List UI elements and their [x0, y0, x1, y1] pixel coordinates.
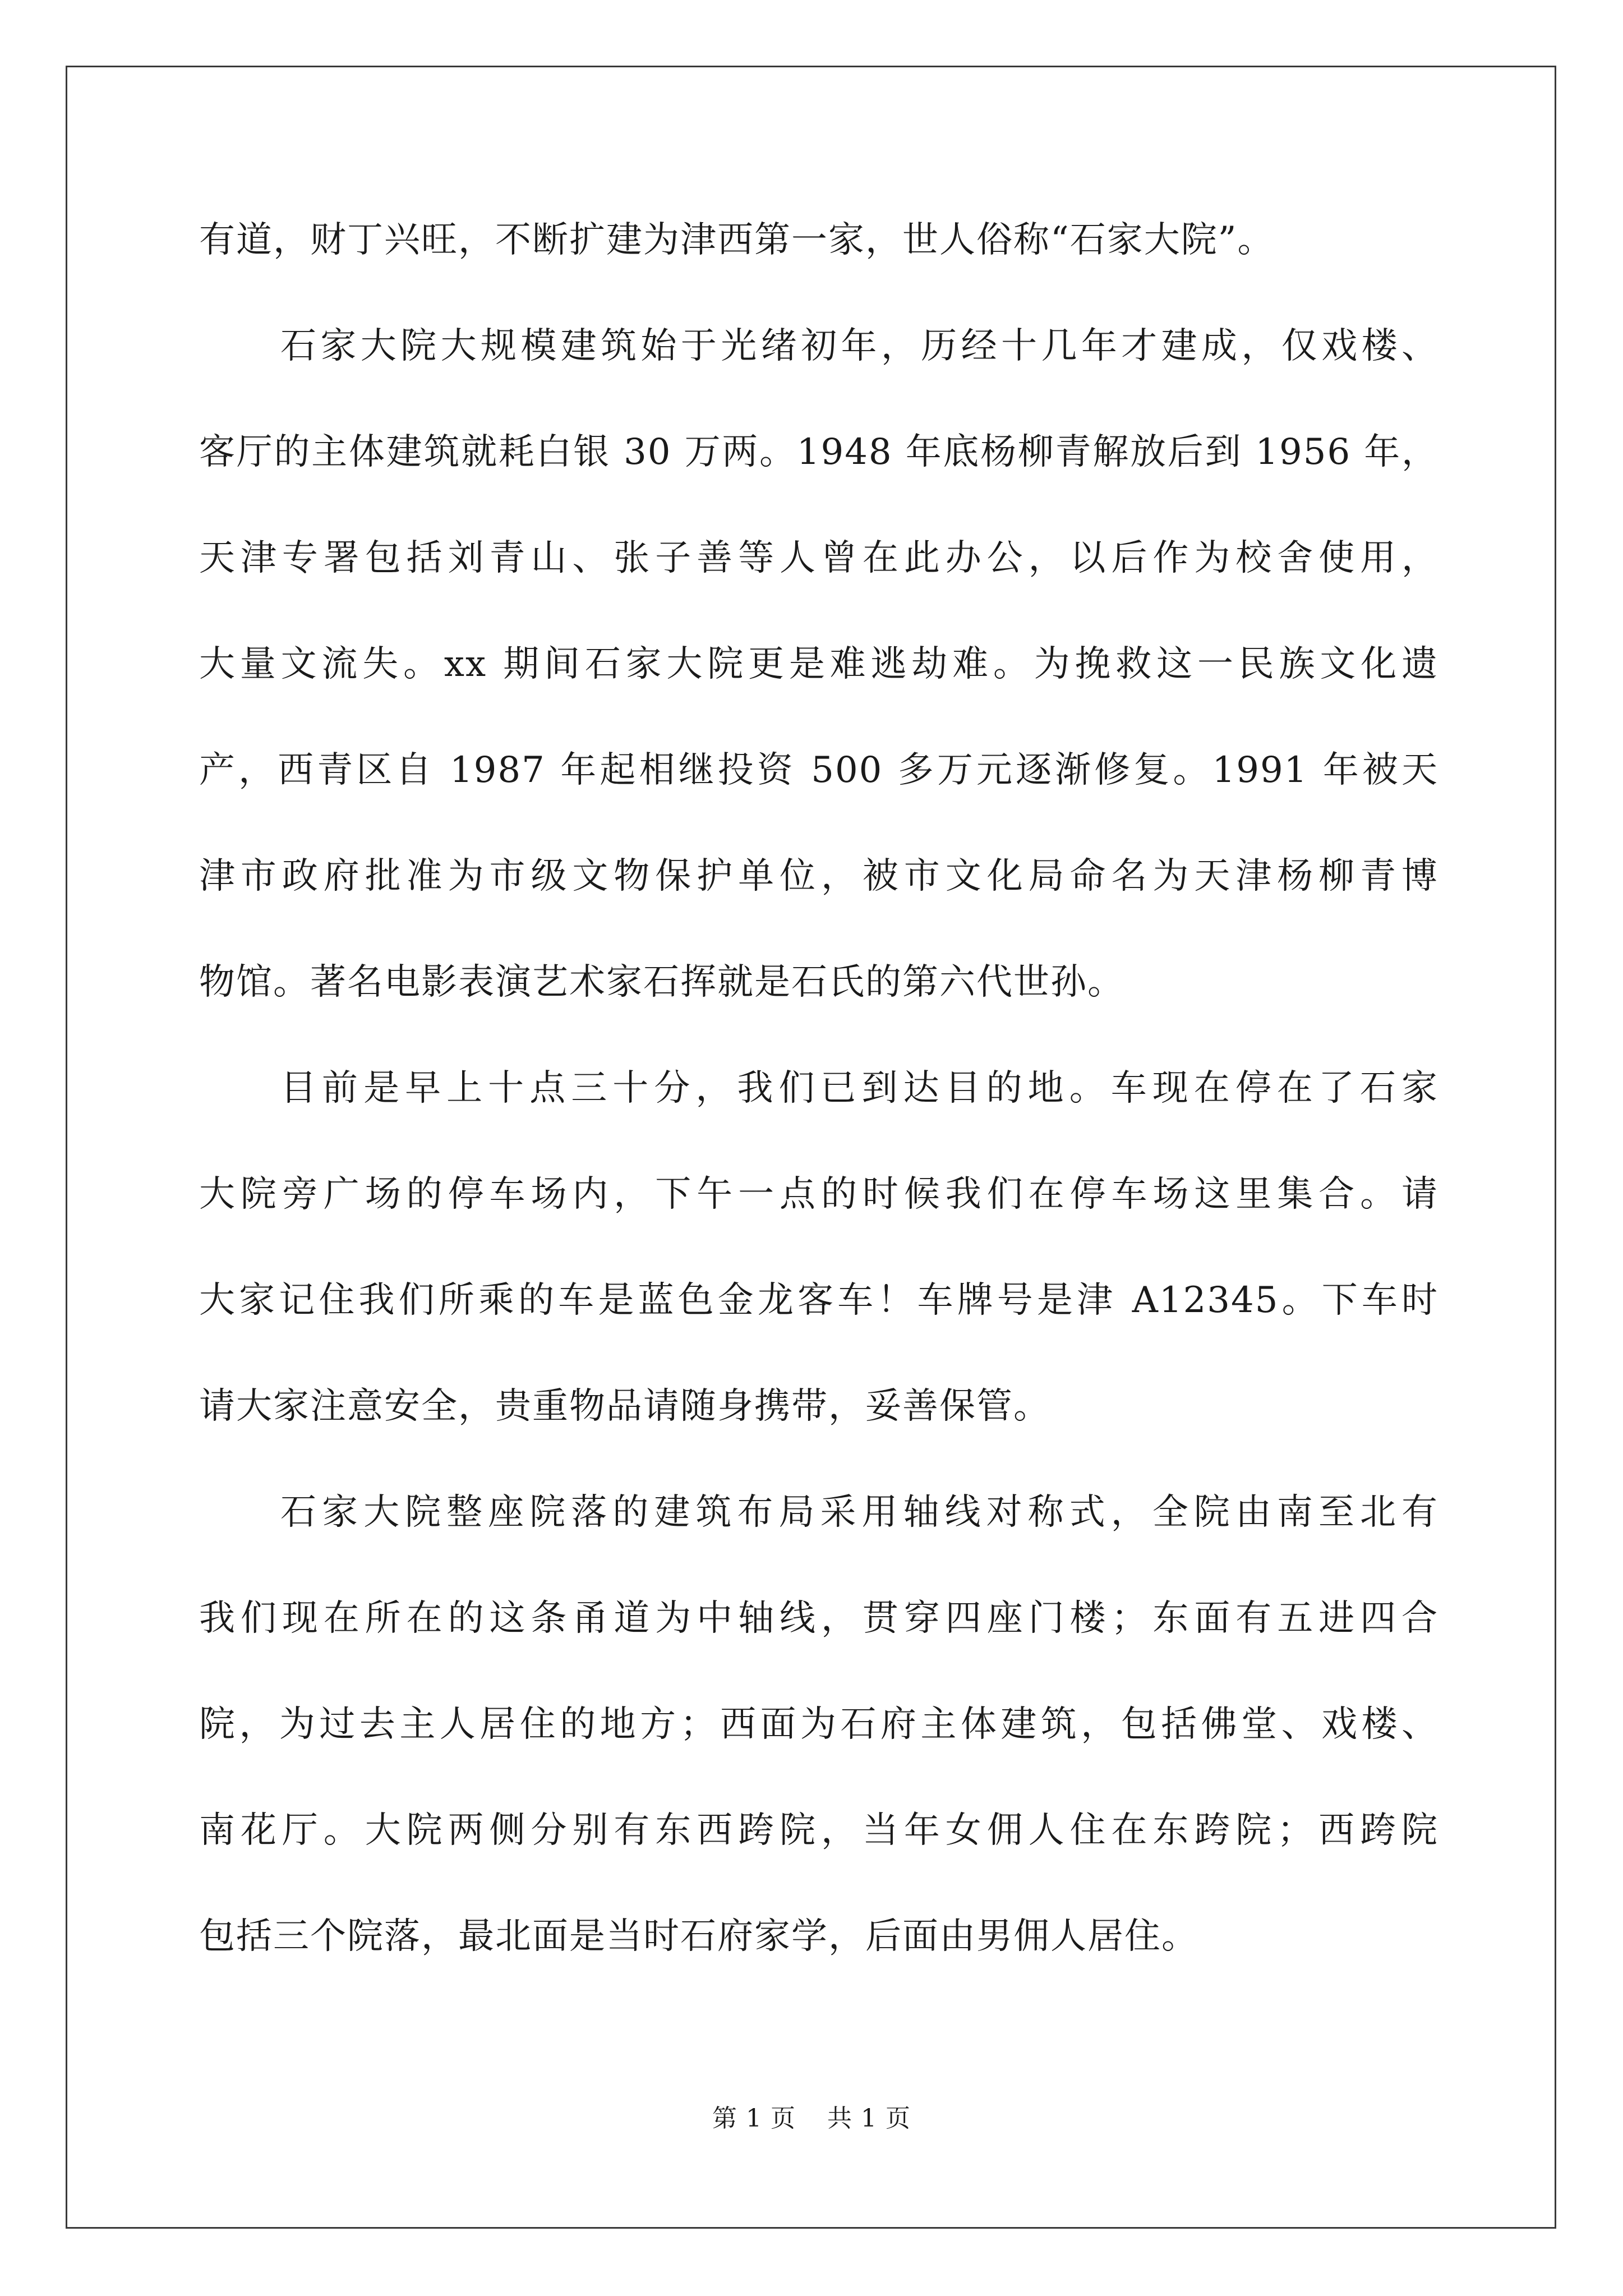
text-line: 院，为过去主人居住的地方；西面为石府主体建筑，包括佛堂、戏楼、: [199, 1704, 1438, 1745]
paragraph-gap: [199, 903, 1438, 955]
paragraph-gap: [199, 1857, 1438, 1910]
paragraph-gap: [199, 373, 1438, 425]
paragraph-gap: [199, 1751, 1438, 1803]
paragraph-gap: [199, 479, 1438, 531]
text-line: 石家大院整座院落的建筑布局采用轴线对称式，全院由南至北有: [280, 1492, 1438, 1533]
paragraph-gap: [199, 1009, 1438, 1061]
text-line: 大院旁广场的停车场内，下午一点的时候我们在停车场这里集合。请: [199, 1174, 1438, 1215]
text-line: 天津专署包括刘青山、张子善等人曾在此办公，以后作为校舍使用，: [199, 537, 1438, 579]
paragraph-gap: [199, 267, 1438, 319]
paragraph-gap: [199, 797, 1438, 849]
page-total: 共 1 页: [827, 2104, 911, 2133]
page-footer: [0, 2102, 1623, 2136]
document-body: [199, 213, 1438, 1963]
paragraph-gap: [199, 585, 1438, 637]
text-line: 产，西青区自 1987 年起相继投资 500 多万元逐渐修复。1991 年被天: [199, 749, 1438, 791]
paragraph-gap: [199, 1115, 1438, 1167]
paragraph-gap: [199, 1539, 1438, 1591]
paragraph-gap: [199, 1221, 1438, 1273]
text-line: 石家大院大规模建筑始于光绪初年，历经十几年才建成，仅戏楼、: [280, 325, 1438, 367]
text-line: 包括三个院落，最北面是当时石府家学，后面由男佣人居住。: [199, 1916, 1198, 1957]
text-line: 目前是早上十点三十分，我们已到达目的地。车现在停在了石家: [280, 1068, 1438, 1109]
page-number: 第 1 页: [712, 2104, 796, 2133]
text-line: 大家记住我们所乘的车是蓝色金龙客车！车牌号是津 A12345。下车时: [199, 1280, 1438, 1321]
paragraph-gap: [199, 1433, 1438, 1485]
text-line: 津市政府批准为市级文物保护单位，被市文化局命名为天津杨柳青博: [199, 855, 1438, 897]
text-line: 我们现在所在的这条甬道为中轴线，贯穿四座门楼；东面有五进四合: [199, 1598, 1438, 1639]
text-line: 请大家注意安全，贵重物品请随身携带，妥善保管。: [199, 1386, 1050, 1427]
text-line: 大量文流失。xx 期间石家大院更是难逃劫难。为挽救这一民族文化遗: [199, 643, 1438, 685]
text-line: 有道，财丁兴旺，不断扩建为津西第一家，世人俗称“石家大院”。: [199, 219, 1275, 261]
text-line: 南花厅。大院两侧分别有东西跨院，当年女佣人住在东跨院；西跨院: [199, 1810, 1438, 1851]
text-line: 客厅的主体建筑就耗白银 30 万两。1948 年底杨柳青解放后到 1956 年，: [199, 431, 1438, 473]
text-line: 物馆。著名电影表演艺术家石挥就是石氏的第六代世孙。: [199, 961, 1124, 1003]
paragraph-gap: [199, 1327, 1438, 1379]
paragraph-gap: [199, 1645, 1438, 1697]
paragraph-gap: [199, 691, 1438, 743]
